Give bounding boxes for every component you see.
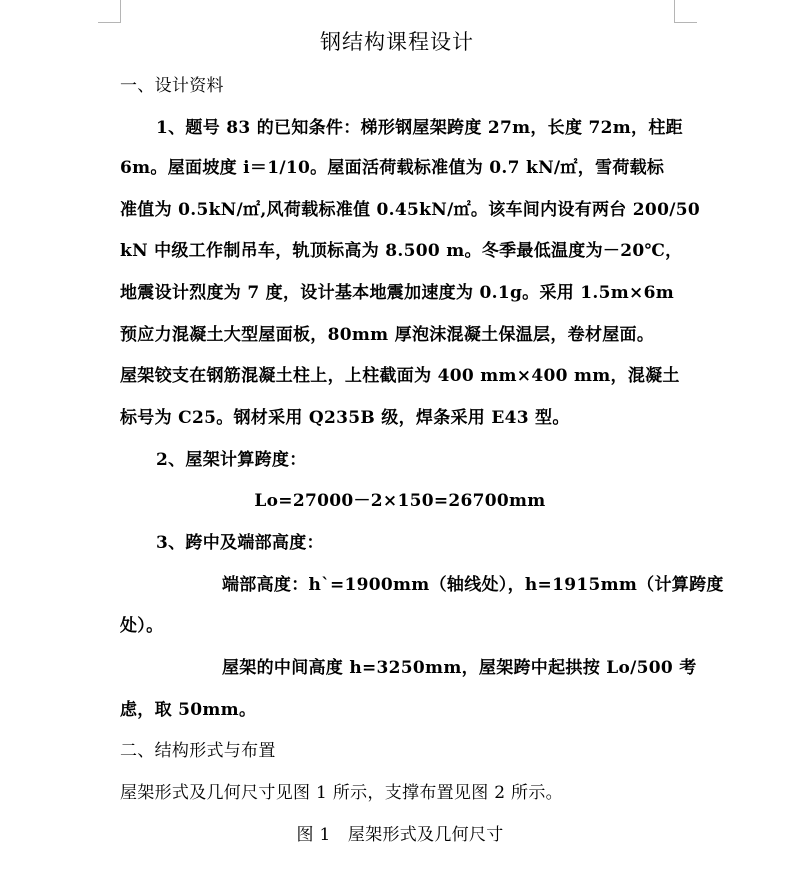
end-height-line-2: 处）。 — [120, 616, 164, 636]
crop-mark-top-left — [98, 0, 121, 23]
document-title: 钢结构课程设计 — [320, 30, 474, 54]
section-1-heading: 一、设计资料 — [120, 76, 224, 96]
figure-1-caption: 图 1 屋架形式及几何尺寸 — [296, 825, 504, 845]
item-2-formula: Lo=27000－2×150=26700mm — [254, 491, 546, 511]
section-2-text: 屋架形式及几何尺寸见图 1 所示，支撑布置见图 2 所示。 — [120, 783, 563, 803]
section-2-heading: 二、结构形式与布置 — [120, 741, 276, 761]
end-height-line-1: 端部高度：h`=1900mm（轴线处），h=1915mm（计算跨度 — [222, 575, 724, 595]
item-1-line-7: 屋架铰支在钢筋混凝土柱上，上柱截面为 400 mm×400 mm，混凝土 — [120, 366, 680, 386]
item-1-line-1: 1、题号 83 的已知条件：梯形钢屋架跨度 27m，长度 72m，柱距 — [156, 118, 683, 138]
mid-height-line-1: 屋架的中间高度 h=3250mm，屋架跨中起拱按 Lo/500 考 — [222, 658, 697, 678]
item-1-line-3: 准值为 0.5kN/㎡,风荷载标准值 0.45kN/㎡。该车间内设有两台 200/50 — [120, 200, 700, 220]
item-2-heading: 2、屋架计算跨度： — [156, 450, 307, 470]
item-1-line-5: 地震设计烈度为 7 度，设计基本地震加速度为 0.1g。采用 1.5m×6m — [120, 283, 674, 303]
item-1-line-6: 预应力混凝土大型屋面板，80mm 厚泡沫混凝土保温层，卷材屋面。 — [120, 325, 655, 345]
mid-height-line-2: 虑，取 50mm。 — [120, 700, 257, 720]
item-1-line-2: 6m。屋面坡度 i＝1/10。屋面活荷载标准值为 0.7 kN/㎡，雪荷载标 — [120, 158, 665, 178]
crop-mark-top-right — [674, 0, 697, 23]
item-3-heading: 3、跨中及端部高度： — [156, 533, 324, 553]
item-1-line-4: kN 中级工作制吊车，轨顶标高为 8.500 m。冬季最低温度为－20℃， — [120, 241, 683, 261]
item-1-line-8: 标号为 C25。钢材采用 Q235B 级，焊条采用 E43 型。 — [120, 408, 570, 428]
